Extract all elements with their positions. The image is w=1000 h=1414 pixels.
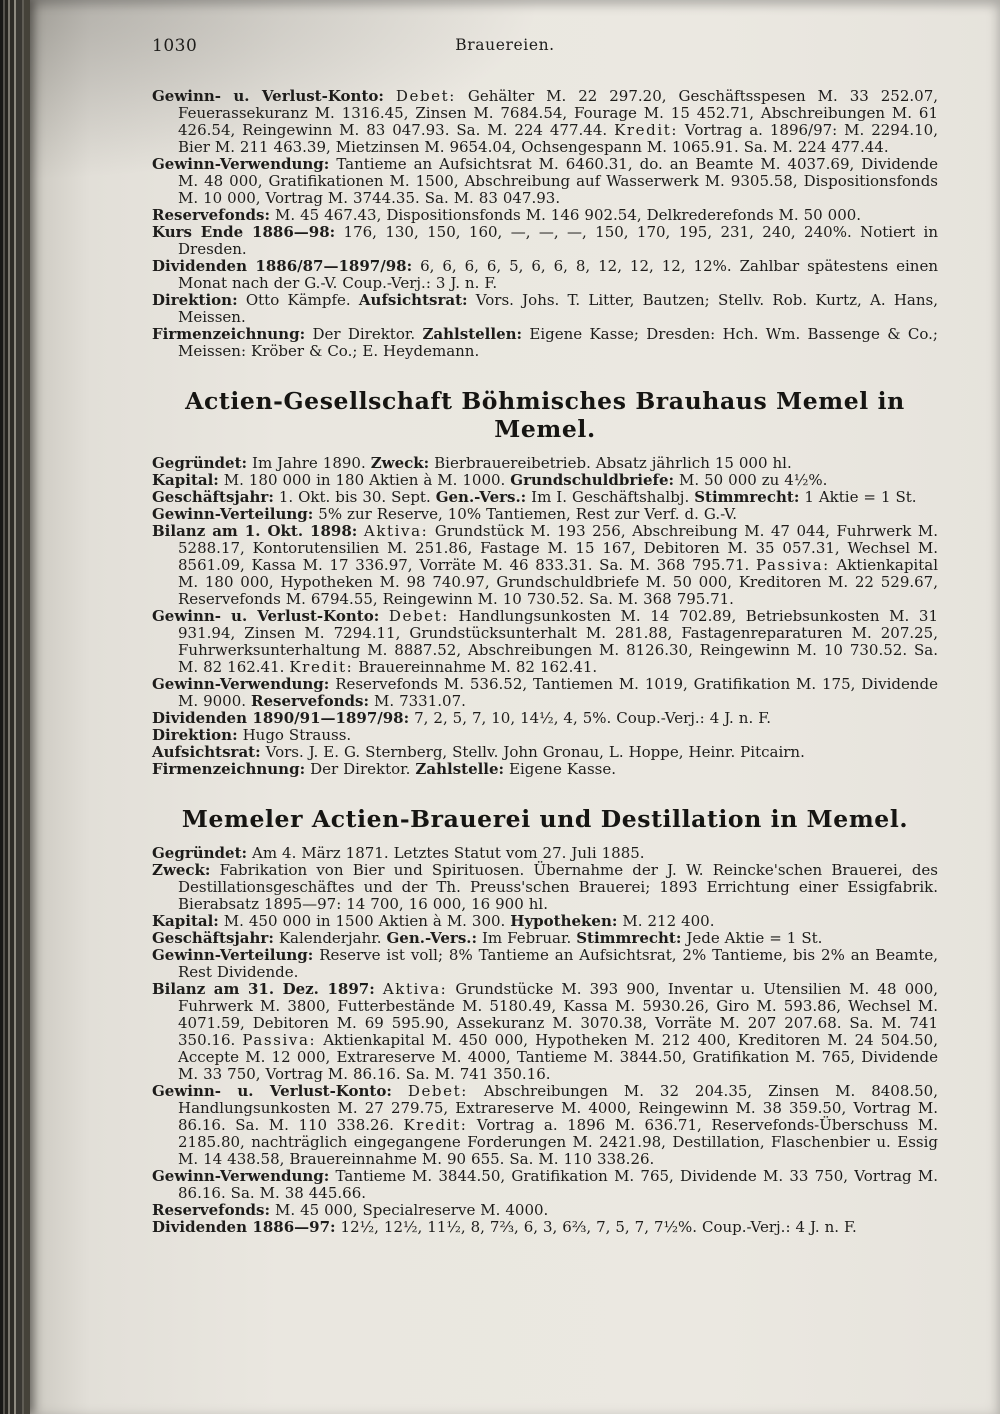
page-number: 1030 xyxy=(152,36,198,56)
entry-paragraph xyxy=(152,947,938,981)
entry-text: M. 50 000 zu 4½%. xyxy=(674,471,828,489)
entry-text: Grundstück M. 193 256, Abschreibung M. 47 044, Fuhrwerk M. 5288.17, Kontorutensilien M. 251.86, Fastage M. 15 167, Debitoren M. 35 057.31, Wechsel M. 8561.09, Kassa M. 17 336.97, Vorräte M. 46 833.31. Sa. M. 368 795.71. xyxy=(178,522,938,574)
entry-label: Stimmrecht: xyxy=(694,488,800,506)
entry-paragraph xyxy=(152,727,938,744)
entry-label: Reservefonds: xyxy=(152,206,270,224)
entry-text: Jede Aktie = 1 St. xyxy=(681,929,823,947)
entry-text: Bierbrauereibetrieb. Absatz jährlich 15 000 hl. xyxy=(429,454,792,472)
entry-sublabel: Aktiva: xyxy=(382,980,448,998)
entry-text: Tantieme an Aufsichtsrat M. 6460.31, do. an Beamte M. 4037.69, Dividende M. 48 000, Gratifikationen M. 1500, Abschreibung auf Wasserwerk M. 9305.58, Dispositionsfonds M. 10 000, Vortrag M. 3744.35. Sa. M. 83 047.93. xyxy=(178,155,938,207)
section-title: Actien-Gesellschaft Böhmisches Brauhaus Memel in Memel. xyxy=(185,387,905,443)
entry-label: Reservefonds: xyxy=(152,1201,270,1219)
entry-text: 6, 6, 6, 6, 5, 6, 6, 8, 12, 12, 12, 12%. Zahlbar spätestens einen Monat nach der G.-V. Coup.-Verj.: 3 J. n. F. xyxy=(178,257,938,292)
running-header xyxy=(152,36,938,60)
sections xyxy=(152,88,938,1236)
entry-text: Vortrag a. 1896/97: M. 2294.10, Bier M. 211 463.39, Mietzinsen M. 9654.04, Ochsengespann M. 1065.91. Sa. M. 224 477.44. xyxy=(178,121,938,156)
entry-text: Vortrag a. 1896 M. 636.71, Reservefonds-Überschuss M. 2185.80, nachträglich eingegangene Forderungen M. 2421.98, Destillation, Flaschenbier u. Essig M. 14 438.58, Brauereinnahme M. 90 655. Sa. M. 110 338.26. xyxy=(178,1116,938,1168)
entry-label: Hypotheken: xyxy=(510,912,618,930)
entry-text: M. 450 000 in 1500 Aktien à M. 300. xyxy=(218,912,511,930)
company-section-2 xyxy=(152,805,938,1236)
entry-label: Aufsichtsrat: xyxy=(358,291,468,309)
entry-paragraph xyxy=(152,845,938,862)
entry-paragraph xyxy=(152,913,938,930)
entry-text: Hugo Strauss. xyxy=(237,726,352,744)
entry-paragraph xyxy=(152,744,938,761)
entry-sublabel: Debet: xyxy=(395,87,456,105)
entry-text: M. 45 467.43, Dispositionsfonds M. 146 902.54, Delkrederefonds M. 50 000. xyxy=(270,206,862,224)
entry-text: Im Februar. xyxy=(477,929,577,947)
entry-text: Aktienkapital M. 180 000, Hypotheken M. 98 740.97, Grundschuldbriefe M. 50 000, Kreditoren M. 22 529.67, Reservefonds M. 6794.55, Reingewinn M. 10 730.52. Sa. M. 368 795.71. xyxy=(178,556,938,608)
entry-text: Im I. Geschäftshalbj. xyxy=(526,488,695,506)
entry-text: M. 45 000, Specialreserve M. 4000. xyxy=(270,1201,549,1219)
company-section-1 xyxy=(152,387,938,778)
entry-text: Otto Kämpfe. xyxy=(237,291,359,309)
entry-text: Im Jahre 1890. xyxy=(247,454,371,472)
entry-sublabel: Kredit: xyxy=(614,121,678,139)
entry-label: Grundschuldbriefe: xyxy=(510,471,675,489)
entry-paragraph xyxy=(152,207,938,224)
entry-paragraph xyxy=(152,472,938,489)
entry-paragraph xyxy=(152,710,938,727)
entry-sublabel: Debet: xyxy=(388,607,449,625)
entry-label: Gen.-Vers.: xyxy=(435,488,527,506)
entry-text: M. 180 000 in 180 Aktien à M. 1000. xyxy=(218,471,511,489)
entry-sublabel: Passiva: xyxy=(242,1031,317,1049)
entry-text: Gehälter M. 22 297.20, Geschäftsspesen M. 33 252.07, Feuerassekuranz M. 1316.45, Zinsen M. 7684.54, Fourage M. 15 452.71, Abschreibungen M. 61 426.54, Reingewinn M. 83 047.93. Sa. M. 224 477.44. xyxy=(178,87,939,139)
entry-paragraph xyxy=(152,1083,938,1168)
entry-text: Fabrikation von Bier und Spirituosen. Übernahme der J. W. Reincke'schen Brauerei, des Destillationsgeschäftes und der Th. Preuss'schen Brauerei; 1893 Errichtung einer Essigfabrik. Bierabsatz 1895—97: 14 700, 16 000, 16 900 hl. xyxy=(178,861,938,913)
entry-text: Aktienkapital M. 450 000, Hypotheken M. 212 400, Kreditoren M. 24 504.50, Accepte M. 12 000, Extrareserve M. 4000, Tantieme M. 3844.50, Gratifikation M. 765, Dividende M. 33 750, Vortrag M. 86.16. Sa. M. 741 350.16. xyxy=(178,1031,938,1083)
entry-label: Gegründet: xyxy=(152,844,248,862)
entry-label: Zahlstellen: xyxy=(422,325,523,343)
entry-label: Zweck: xyxy=(370,454,430,472)
entry-text: 176, 130, 150, 160, —, —, —, 150, 170, 195, 231, 240, 240%. Notiert in Dresden. xyxy=(178,223,938,258)
entry-text: Am 4. März 1871. Letztes Statut vom 27. Juli 1885. xyxy=(247,844,645,862)
entry-text: Der Direktor. xyxy=(305,760,416,778)
entry-text: Der Direktor. xyxy=(305,325,423,343)
entry-paragraph xyxy=(152,862,938,913)
entry-paragraph xyxy=(152,1202,938,1219)
entry-text: Handlungsunkosten M. 14 702.89, Betriebsunkosten M. 31 931.94, Zinsen M. 7294.11, Grundstücksunterhalt M. 281.88, Fastagenreparaturen M. 207.25, Fuhrwerksunterhaltung M. 8887.52, Abschreibungen M. 8126.30, Reingewinn M. 10 730.52. Sa. M. 82 162.41. xyxy=(178,607,939,676)
entry-label: Gegründet: xyxy=(152,454,248,472)
entry-paragraph xyxy=(152,455,938,472)
entry-text: Abschreibungen M. 32 204.35, Zinsen M. 8408.50, Handlungsunkosten M. 27 279.75, Extrareserve M. 4000, Reingewinn M. 38 359.50, Vortrag M. 86.16. Sa. M. 110 338.26. xyxy=(178,1082,938,1134)
entry-sublabel: Debet: xyxy=(407,1082,468,1100)
entry-text: 1 Aktie = 1 St. xyxy=(799,488,917,506)
entry-text: 7, 2, 5, 7, 10, 14½, 4, 5%. Coup.-Verj.: 4 J. n. F. xyxy=(409,709,772,727)
entry-text: M. 7331.07. xyxy=(369,692,466,710)
entry-paragraph xyxy=(152,224,938,258)
entry-paragraph xyxy=(152,1168,938,1202)
entry-label: Aufsichtsrat: xyxy=(152,743,261,761)
entry-paragraph xyxy=(152,292,938,326)
entry-label: Firmenzeichnung: xyxy=(152,760,306,778)
entry-paragraph xyxy=(152,156,938,207)
entry-label: Kapital: xyxy=(152,912,219,930)
entry-sublabel: Kredit: xyxy=(403,1116,468,1134)
entry-label: Zweck: xyxy=(152,861,211,879)
entry-text: Eigene Kasse. xyxy=(504,760,616,778)
entry-label: Dividenden 1886—97: xyxy=(152,1218,336,1236)
entry-label: Reservefonds: xyxy=(251,692,370,710)
entry-label: Stimmrecht: xyxy=(576,929,682,947)
entry-paragraph xyxy=(152,258,938,292)
entry-sublabel: Passiva: xyxy=(755,556,830,574)
entry-text xyxy=(379,607,389,625)
entry-label: Gewinn-Verwendung: xyxy=(152,1167,330,1185)
page-content xyxy=(152,36,938,1236)
running-header-title: Brauereien. xyxy=(455,36,555,54)
entry-label: Gewinn- u. Verlust-Konto: xyxy=(152,607,380,625)
entry-paragraph xyxy=(152,608,938,676)
book-binding-edge xyxy=(0,0,30,1414)
entry-label: Kurs Ende 1886—98: xyxy=(152,223,336,241)
entry-label: Kapital: xyxy=(152,471,219,489)
entry-sublabel: Kredit: xyxy=(289,658,354,676)
entry-text: Vors. J. E. G. Sternberg, Stellv. John Gronau, L. Hoppe, Heinr. Pitcairn. xyxy=(260,743,805,761)
company-section-0 xyxy=(152,88,938,360)
entry-text: 1. Okt. bis 30. Sept. xyxy=(273,488,436,506)
entry-text: Reservefonds M. 536.52, Tantiemen M. 1019, Gratifikation M. 175, Dividende M. 9000. xyxy=(178,675,938,710)
entry-paragraph xyxy=(152,326,938,360)
entry-label: Dividenden 1886/87—1897/98: xyxy=(152,257,413,275)
entry-label: Bilanz am 31. Dez. 1897: xyxy=(152,980,375,998)
entry-paragraph xyxy=(152,1219,938,1236)
entry-label: Dividenden 1890/91—1897/98: xyxy=(152,709,410,727)
entry-text: Brauereinnahme M. 82 162.41. xyxy=(353,658,598,676)
entry-text xyxy=(375,980,383,998)
entry-text: Kalenderjahr. xyxy=(273,929,387,947)
entry-text: Tantieme M. 3844.50, Gratifikation M. 765, Dividende M. 33 750, Vortrag M. 86.16. Sa. M. 38 445.66. xyxy=(178,1167,938,1202)
entry-label: Geschäftsjahr: xyxy=(152,488,274,506)
entry-paragraph xyxy=(152,930,938,947)
entry-paragraph xyxy=(152,506,938,523)
section-title: Memeler Actien-Brauerei und Destillation in Memel. xyxy=(181,805,909,833)
entry-text xyxy=(392,1082,408,1100)
entry-paragraph xyxy=(152,981,938,1083)
entry-paragraph xyxy=(152,761,938,778)
entry-text xyxy=(384,87,396,105)
entry-label: Gen.-Vers.: xyxy=(386,929,478,947)
entry-label: Gewinn-Verteilung: xyxy=(152,505,314,523)
entry-label: Gewinn- u. Verlust-Konto: xyxy=(152,1082,392,1100)
entry-paragraph xyxy=(152,523,938,608)
entry-paragraph xyxy=(152,489,938,506)
entry-label: Gewinn-Verteilung: xyxy=(152,946,314,964)
entry-label: Direktion: xyxy=(152,291,238,309)
entry-label: Gewinn- u. Verlust-Konto: xyxy=(152,87,384,105)
entry-text: 5% zur Reserve, 10% Tantiemen, Rest zur Verf. d. G.-V. xyxy=(313,505,738,523)
entry-sublabel: Aktiva: xyxy=(363,522,429,540)
entry-label: Firmenzeichnung: xyxy=(152,325,306,343)
entry-paragraph xyxy=(152,676,938,710)
entry-label: Gewinn-Verwendung: xyxy=(152,155,330,173)
entry-label: Direktion: xyxy=(152,726,238,744)
entry-label: Zahlstelle: xyxy=(415,760,505,778)
entry-text: Reserve ist voll; 8% Tantieme an Aufsichtsrat, 2% Tantieme, bis 2% an Beamte, Rest Dividende. xyxy=(178,946,938,981)
entry-label: Bilanz am 1. Okt. 1898: xyxy=(152,522,358,540)
entry-text: 12½, 12½, 11½, 8, 7⅔, 6, 3, 6⅔, 7, 5, 7, 7½%. Coup.-Verj.: 4 J. n. F. xyxy=(335,1218,857,1236)
entry-text: Vors. Johs. T. Litter, Bautzen; Stellv. Rob. Kurtz, A. Hans, Meissen. xyxy=(178,291,939,326)
entry-label: Geschäftsjahr: xyxy=(152,929,274,947)
entry-text: Grundstücke M. 393 900, Inventar u. Utensilien M. 48 000, Fuhrwerk M. 3800, Futterbestände M. 5180.49, Kassa M. 5930.26, Giro M. 593.86, Wechsel M. 4071.59, Debitoren M. 69 595.90, Assekuranz M. 3070.38, Vorräte M. 207 207.68. Sa. M. 741 350.16. xyxy=(178,980,939,1049)
entry-paragraph xyxy=(152,88,938,156)
entry-label: Gewinn-Verwendung: xyxy=(152,675,330,693)
entry-text: Eigene Kasse; Dresden: Hch. Wm. Bassenge & Co.; Meissen: Kröber & Co.; E. Heydemann. xyxy=(178,325,938,360)
entry-text: M. 212 400. xyxy=(617,912,715,930)
